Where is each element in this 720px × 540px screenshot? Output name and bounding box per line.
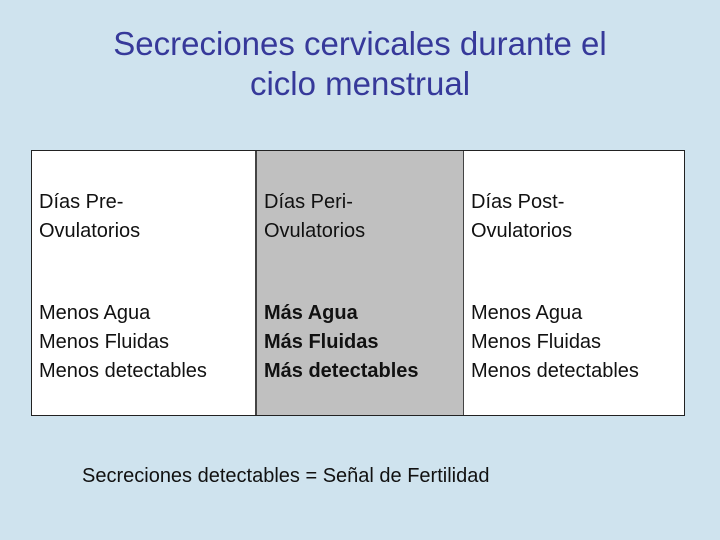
secretions-table xyxy=(31,150,685,416)
header-line: Ovulatorios xyxy=(264,220,366,242)
column-body xyxy=(264,299,419,386)
row-text: Más detectables xyxy=(264,360,419,382)
column-pre-ovulatory xyxy=(32,151,255,415)
title-line-2: ciclo menstrual xyxy=(249,65,471,102)
fertility-note: Secreciones detectables = Señal de Fertilidad xyxy=(82,465,490,487)
column-body xyxy=(39,299,207,386)
row-text: Menos Agua xyxy=(39,302,151,324)
page-title xyxy=(0,24,720,104)
row-text: Menos detectables xyxy=(39,360,207,382)
row-text: Más Agua xyxy=(264,302,358,324)
column-header xyxy=(471,188,572,246)
row-text: Menos Fluidas xyxy=(39,331,170,353)
row-text: Menos Fluidas xyxy=(471,331,602,353)
column-body xyxy=(471,299,639,386)
row-text: Menos detectables xyxy=(471,360,639,382)
header-line: Días Pre- xyxy=(39,191,124,213)
row-text: Menos Agua xyxy=(471,302,583,324)
column-header xyxy=(39,188,140,246)
header-line: Ovulatorios xyxy=(39,220,141,242)
column-header xyxy=(264,188,365,246)
column-peri-ovulatory xyxy=(255,151,464,415)
header-line: Ovulatorios xyxy=(471,220,573,242)
column-post-ovulatory xyxy=(464,151,684,415)
title-line-1: Secreciones cervicales durante el xyxy=(113,25,607,62)
header-line: Días Peri- xyxy=(264,191,353,213)
header-line: Días Post- xyxy=(471,191,565,213)
row-text: Más Fluidas xyxy=(264,331,379,353)
